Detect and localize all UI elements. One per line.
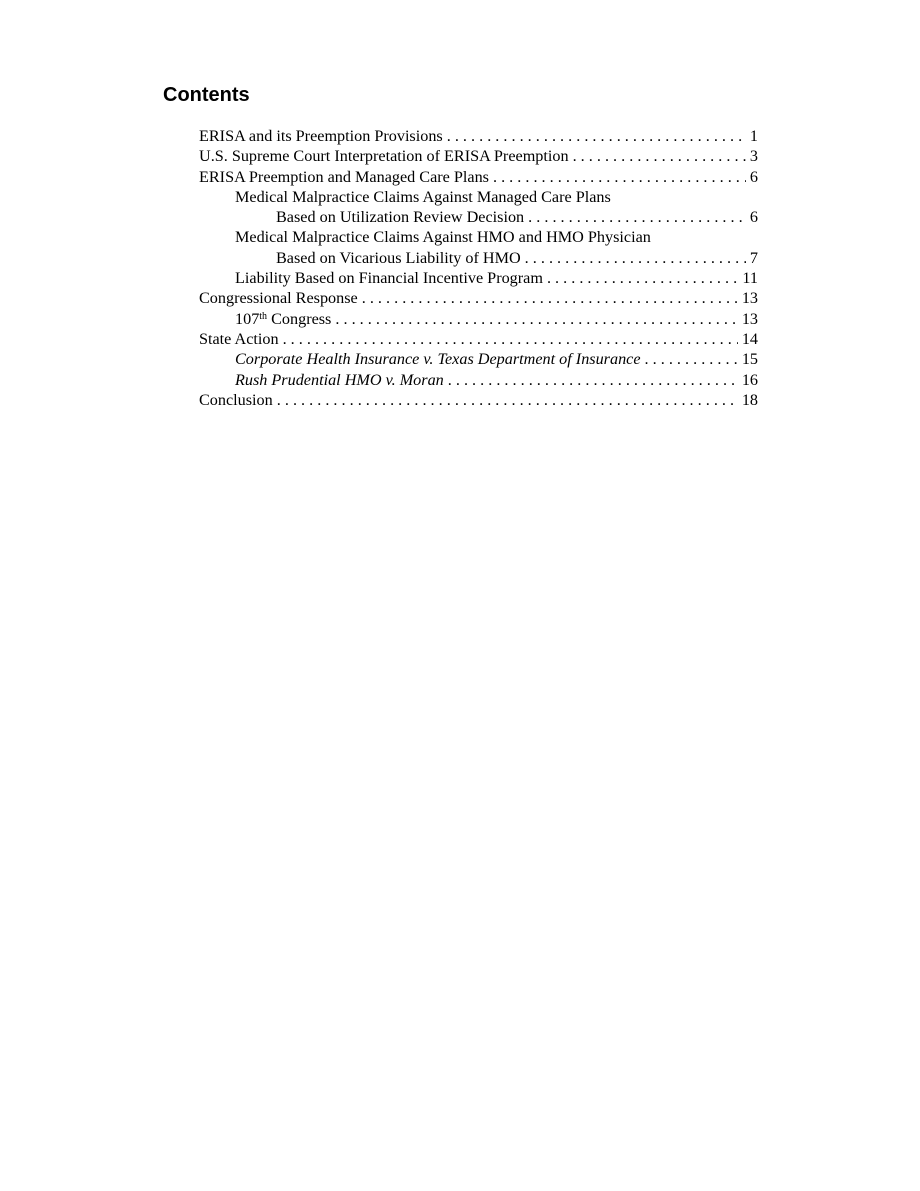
toc-entry-text-line2: Based on Utilization Review Decision: [276, 208, 525, 227]
toc-entry-text: State Action: [199, 329, 279, 348]
toc-page-number: 13: [741, 289, 758, 308]
dot-leader: [283, 329, 738, 349]
toc-page-number: 13: [741, 309, 758, 328]
toc-entry-text: U.S. Supreme Court Interpretation of ERISA Preemption: [199, 147, 569, 166]
toc-page-number: 7: [749, 248, 758, 267]
toc-entry-text-line1: Medical Malpractice Claims Against HMO and HMO Physician: [235, 228, 651, 247]
toc-entry-text: Rush Prudential HMO v. Moran: [235, 370, 444, 389]
dot-leader: [645, 349, 738, 369]
toc-entry-text: Congressional Response: [199, 289, 358, 308]
dot-leader: [528, 207, 746, 227]
toc-entry-erisa-managed-care[interactable]: [199, 167, 758, 187]
toc-entry-supreme-court-interpretation[interactable]: [199, 146, 758, 166]
toc-entry-malpractice-vicarious-liability[interactable]: [199, 227, 758, 268]
toc-entry-text-line1: Medical Malpractice Claims Against Managed Care Plans: [235, 187, 611, 206]
toc-entry-text-line2: Based on Vicarious Liability of HMO: [276, 248, 521, 267]
toc-entry-text: ERISA Preemption and Managed Care Plans: [199, 167, 489, 186]
toc-page-number: 18: [741, 390, 758, 409]
dot-leader: [448, 370, 738, 390]
toc-entry-financial-incentive-liability[interactable]: [199, 268, 758, 288]
toc-page-number: 3: [749, 147, 758, 166]
table-of-contents: [199, 126, 758, 410]
dot-leader: [277, 390, 738, 410]
toc-page-number: 16: [741, 370, 758, 389]
dot-leader: [362, 288, 738, 308]
toc-page-number: 1: [749, 127, 758, 145]
toc-page-number: 15: [741, 350, 758, 369]
toc-entry-text: Liability Based on Financial Incentive Program: [235, 269, 543, 288]
toc-entry-conclusion[interactable]: [199, 390, 758, 410]
toc-page-number: 14: [741, 329, 758, 348]
toc-entry-text: ERISA and its Preemption Provisions: [199, 127, 443, 145]
toc-page-number: 6: [749, 208, 758, 227]
dot-leader: [547, 268, 738, 288]
toc-entry-corporate-health-case[interactable]: [199, 349, 758, 369]
toc-entry-text: [235, 309, 335, 329]
dot-leader: [493, 167, 746, 187]
toc-entry-state-action[interactable]: [199, 329, 758, 349]
congress-number: 107: [235, 309, 260, 328]
toc-entry-malpractice-utilization-review[interactable]: [199, 187, 758, 228]
toc-entry-text: Corporate Health Insurance v. Texas Department of Insurance: [235, 350, 641, 369]
dot-leader: [447, 126, 746, 146]
contents-title: Contents: [163, 84, 250, 106]
toc-entry-erisa-preemption-provisions[interactable]: [199, 126, 758, 146]
toc-page-number: 6: [749, 167, 758, 186]
toc-entry-rush-prudential-case[interactable]: [199, 370, 758, 390]
toc-entry-107th-congress[interactable]: [199, 309, 758, 329]
dot-leader: [335, 309, 737, 329]
toc-entry-congressional-response[interactable]: [199, 288, 758, 308]
dot-leader: [573, 146, 746, 166]
ordinal-suffix: th: [259, 310, 268, 322]
congress-label: Congress: [267, 309, 332, 328]
toc-page-number: 11: [742, 269, 758, 288]
dot-leader: [525, 248, 746, 268]
toc-entry-text: Conclusion: [199, 390, 273, 409]
